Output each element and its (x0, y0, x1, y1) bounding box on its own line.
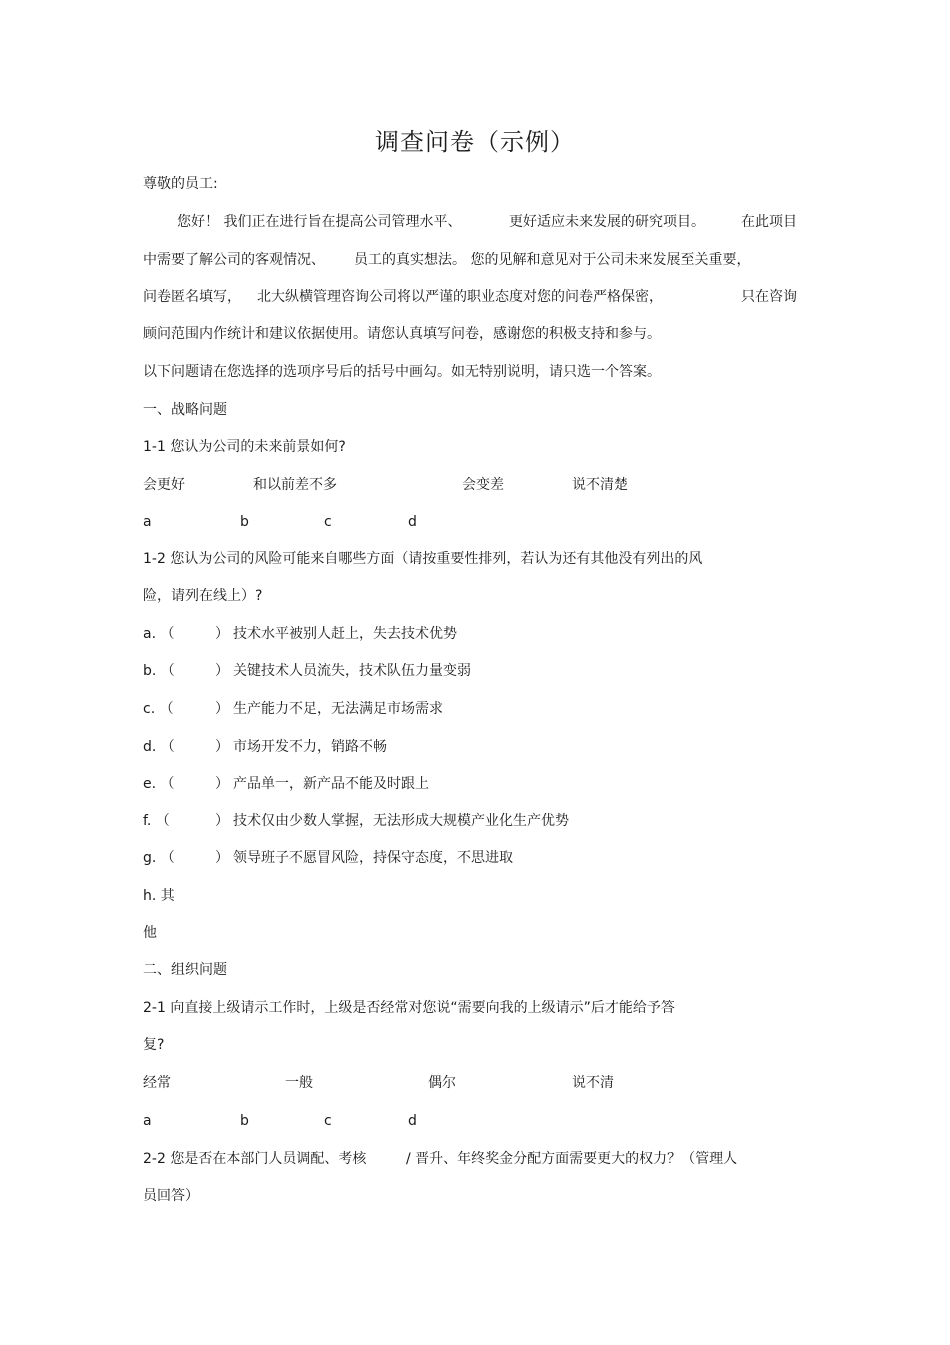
risk-other-cont: 他 (143, 925, 157, 941)
checkbox-bracket-close: ） (215, 701, 229, 717)
risk-text: 市场开发不力，销路不畅 (233, 739, 387, 755)
checkbox-bracket-close: ） (215, 663, 229, 679)
checkbox-bracket[interactable]: d. （ (143, 739, 175, 755)
risk-text: 产品单一，新产品不能及时跟上 (233, 776, 429, 792)
question-2-1-cont: 复? (143, 1037, 165, 1053)
risk-text: 领导班子不愿冒风险，持保守态度，不思进取 (233, 850, 513, 866)
question-1-1: 1-1 您认为公司的未来前景如何? (143, 439, 346, 455)
option-letter[interactable]: b (240, 1113, 249, 1129)
question-text: / 晋升、年终奖金分配方面需要更大的权力？（管理人 (406, 1151, 738, 1167)
intro-text: 问卷匿名填写， (143, 289, 241, 305)
intro-text: 中需要了解公司的客观情况、 (143, 252, 325, 268)
option-letter[interactable]: d (408, 514, 417, 530)
intro-text: 只在咨询 (741, 289, 797, 305)
option-letter[interactable]: d (408, 1113, 417, 1129)
question-1-2-cont: 险，请列在线上）? (143, 588, 263, 604)
option-label: 和以前差不多 (253, 477, 337, 493)
checkbox-bracket-close: ） (215, 776, 229, 792)
option-label: 经常 (143, 1075, 171, 1091)
risk-text: 生产能力不足，无法满足市场需求 (233, 701, 443, 717)
checkbox-bracket[interactable]: a. （ (143, 626, 175, 642)
salutation: 尊敬的员工: (143, 176, 218, 192)
option-label: 说不清 (572, 1075, 614, 1091)
intro-text: 更好适应未来发展的研究项目。 (509, 214, 705, 230)
intro-text: 在此项目 (741, 214, 797, 230)
option-letter[interactable]: a (143, 514, 152, 530)
risk-text: 关键技术人员流失，技术队伍力量变弱 (233, 663, 471, 679)
checkbox-bracket[interactable]: e. （ (143, 776, 175, 792)
option-label: 会变差 (462, 477, 504, 493)
checkbox-bracket[interactable]: b. （ (143, 663, 175, 679)
option-label: 偶尔 (428, 1075, 456, 1091)
checkbox-bracket-close: ） (215, 813, 229, 829)
intro-line-4: 顾问范围内作统计和建议依据使用。请您认真填写问卷，感谢您的积极支持和参与。 (143, 326, 661, 342)
checkbox-bracket[interactable]: f. （ (143, 813, 170, 829)
checkbox-bracket-close: ） (215, 739, 229, 755)
page-title: 调查问卷（示例） (375, 128, 575, 156)
intro-text: 您好！ 我们正在进行旨在提高公司管理水平、 (177, 214, 462, 230)
option-label: 会更好 (143, 477, 185, 493)
instructions: 以下问题请在您选择的选项序号后的括号中画勾。如无特别说明，请只选一个答案。 (143, 364, 661, 380)
checkbox-bracket-close: ） (215, 626, 229, 642)
option-letter[interactable]: b (240, 514, 249, 530)
checkbox-bracket[interactable]: c. （ (143, 701, 174, 717)
option-letter[interactable]: a (143, 1113, 152, 1129)
option-label: 一般 (285, 1075, 313, 1091)
option-letter[interactable]: c (324, 514, 332, 530)
section-heading: 一、战略问题 (143, 402, 227, 418)
section-heading: 二、组织问题 (143, 962, 227, 978)
checkbox-bracket-close: ） (215, 850, 229, 866)
question-2-1: 2-1 向直接上级请示工作时，上级是否经常对您说“需要向我的上级请示”后才能给予答 (143, 1000, 675, 1016)
checkbox-bracket[interactable]: g. （ (143, 850, 175, 866)
risk-text: 技术水平被别人赶上，失去技术优势 (233, 626, 457, 642)
risk-other[interactable]: h. 其 (143, 888, 175, 904)
option-letter[interactable]: c (324, 1113, 332, 1129)
risk-text: 技术仅由少数人掌握，无法形成大规模产业化生产优势 (233, 813, 569, 829)
question-2-2-cont: 员回答） (143, 1188, 199, 1204)
intro-text: 员工的真实想法。 您的见解和意见对于公司未来发展至关重要， (354, 252, 751, 268)
question-1-2: 1-2 您认为公司的风险可能来自哪些方面（请按重要性排列，若认为还有其他没有列出的风 (143, 551, 703, 567)
question-text: 2-2 您是否在本部门人员调配、考核 (143, 1151, 367, 1167)
intro-text: 北大纵横管理咨询公司将以严谨的职业态度对您的问卷严格保密， (257, 289, 663, 305)
option-label: 说不清楚 (572, 477, 628, 493)
